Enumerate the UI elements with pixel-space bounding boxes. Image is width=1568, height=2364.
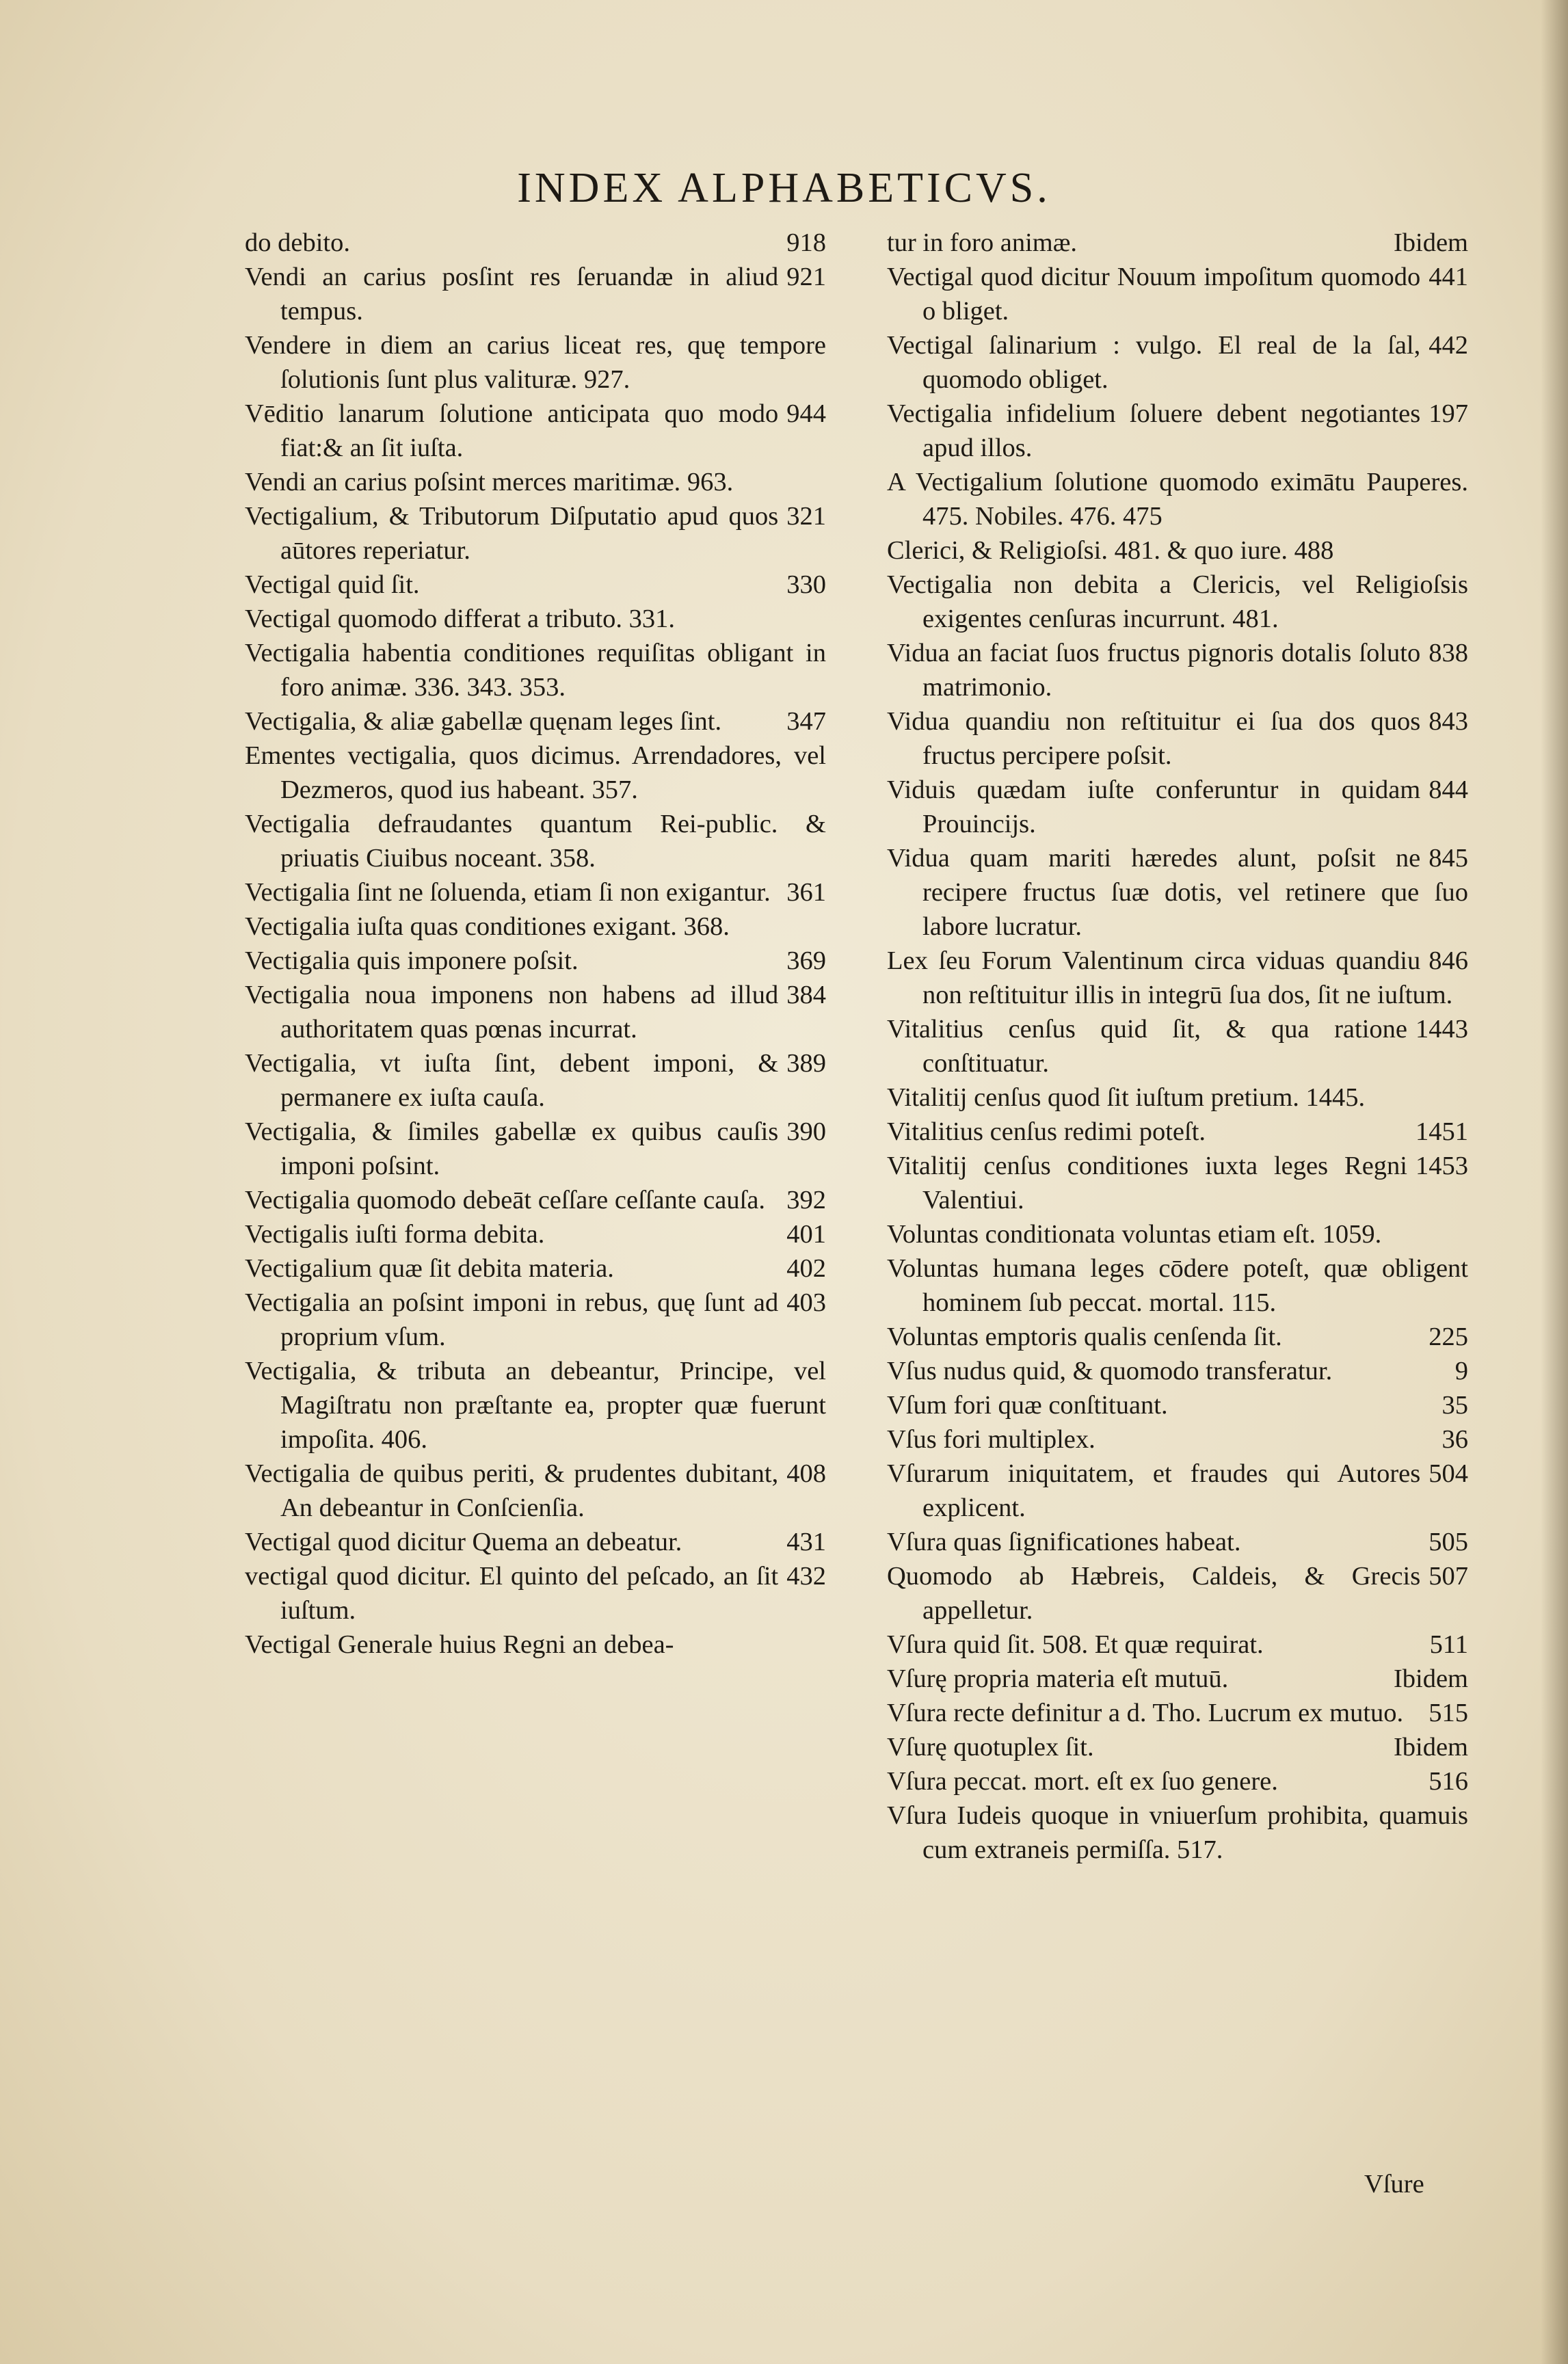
index-entry [887, 1012, 1468, 1080]
index-entry [245, 1115, 826, 1183]
entry-text: Vectigal quomodo differat a tributo. 331. [245, 605, 676, 633]
entry-text: Vectigal Generale huius Regni an debea- [245, 1630, 674, 1659]
index-entry [887, 1320, 1468, 1354]
page-number: Ibidem [1393, 228, 1468, 257]
entry-text: Voluntas humana leges cōdere poteſt, quæ obligent hominem ſub peccat. mortal. 115. [887, 1254, 1468, 1317]
index-entry [887, 397, 1468, 465]
page-number: 9 [1454, 1357, 1468, 1385]
page-number: 846 [1429, 946, 1468, 975]
page-number: 431 [786, 1528, 826, 1556]
page-number: 838 [1429, 639, 1468, 667]
page-number: 403 [786, 1288, 826, 1317]
index-entry [887, 226, 1468, 260]
page-number: 392 [786, 1186, 826, 1214]
entry-text: Vendere in diem an carius liceat res, quę tempore ſolutionis ſunt plus valituræ. 927. [245, 331, 826, 394]
entry-text: Vectigalia defraudantes quantum Rei-public. & priuatis Ciuibus noceant. 358. [245, 810, 826, 873]
entry-text: Vſurę propria materia eſt mutuū. [887, 1664, 1229, 1693]
index-entry [245, 909, 826, 944]
page-number: 390 [786, 1117, 826, 1146]
index-entry [245, 1354, 826, 1457]
entry-text: Vitalitij cenſus quod ſit iuſtum pretium. 1445. [887, 1083, 1366, 1112]
entry-text: Vſurę quotuplex ſit. [887, 1733, 1094, 1762]
index-entry [245, 397, 826, 465]
index-entry [245, 1251, 826, 1286]
entry-text: Vectigal quod dicitur Quema an debeatur. [245, 1528, 682, 1556]
page-number: 389 [786, 1049, 826, 1078]
page-number: 844 [1429, 775, 1468, 804]
index-entry [887, 1251, 1468, 1320]
index-entry [887, 1730, 1468, 1764]
entry-text: Vēditio lanarum ſolutione anticipata quo modo fiat:& an ſit iuſta. [245, 399, 779, 462]
entry-text: Vſum fori quæ conſtituant. [887, 1391, 1168, 1420]
entry-text: Vſus nudus quid, & quomodo transferatur. [887, 1357, 1333, 1385]
index-entry [245, 602, 826, 636]
index-entry [887, 1696, 1468, 1730]
index-column-right [887, 226, 1468, 1867]
page-number: 402 [786, 1254, 826, 1283]
index-entry [887, 260, 1468, 328]
entry-text: Vectigalia noua imponens non habens ad illud authoritatem quas pœnas incurrat. [245, 981, 779, 1044]
index-entry [887, 1080, 1468, 1115]
page-number: 330 [786, 570, 826, 599]
page-number: 1453 [1416, 1152, 1468, 1180]
page-number: Ibidem [1393, 1664, 1468, 1693]
page-number: 36 [1441, 1425, 1468, 1454]
page-header: INDEX ALPHABETICVS. [517, 165, 1051, 211]
entry-text: do debito. [245, 228, 350, 257]
index-entry [245, 499, 826, 568]
entry-text: Ementes vectigalia, quos dicimus. Arrendadores, vel Dezmeros, quod ius habeant. 357. [245, 741, 826, 804]
index-entry [245, 260, 826, 328]
index-entry [245, 1457, 826, 1525]
index-entry [887, 636, 1468, 704]
entry-text: Voluntas conditionata voluntas etiam eſt. 1059. [887, 1220, 1382, 1249]
entry-text: Vendi an carius posſint res ſeruandæ in aliud tempus. [245, 263, 779, 326]
entry-text: Vectigalia an poſsint imponi in rebus, quę ſunt ad proprium vſum. [245, 1288, 779, 1351]
index-entry [887, 465, 1468, 533]
entry-text: Vitalitij cenſus conditiones iuxta leges Regni Valentiui. [887, 1152, 1407, 1214]
page-number: 843 [1429, 707, 1468, 736]
index-entry [887, 568, 1468, 636]
index-entry [887, 944, 1468, 1012]
index-entry [887, 1764, 1468, 1798]
entry-text: Vectigalia ſint ne ſoluenda, etiam ſi non exigantur. [245, 878, 771, 907]
page-number: 507 [1429, 1562, 1468, 1591]
index-entry [887, 1628, 1468, 1662]
entry-text: Vectigalia iuſta quas conditiones exigant. 368. [245, 912, 730, 941]
entry-text: A Vectigalium ſolutione quomodo eximātu Pauperes. 475. Nobiles. 476. 475 [887, 468, 1468, 531]
index-entry [245, 1217, 826, 1251]
index-entry [887, 841, 1468, 944]
entry-text: Vectigalia, vt iuſta ſint, debent imponi, & permanere ex iuſta cauſa. [245, 1049, 779, 1112]
page-number: 361 [786, 878, 826, 907]
index-entry [887, 1422, 1468, 1457]
index-entry [245, 1525, 826, 1559]
page-number: 1443 [1416, 1015, 1468, 1044]
page-number: 369 [786, 946, 826, 975]
entry-text: Viduis quædam iuſte conferuntur in quidam Prouincijs. [887, 775, 1421, 838]
entry-text: Vſura recte definitur a d. Tho. Lucrum ex mutuo. [887, 1699, 1404, 1727]
entry-text: Vitalitius cenſus redimi poteſt. [887, 1117, 1206, 1146]
index-entry [245, 328, 826, 397]
page-number: 918 [786, 228, 826, 257]
page-number: 347 [786, 707, 826, 736]
entry-text: Vectigalia habentia conditiones requiſitas obligant in foro animæ. 336. 343. 353. [245, 639, 826, 702]
page-number: 442 [1429, 331, 1468, 360]
entry-text: vectigal quod dicitur. El quinto del peſcado, an ſit iuſtum. [245, 1562, 779, 1625]
page-edge-shadow [1541, 0, 1568, 2364]
index-entry [245, 226, 826, 260]
index-entry [245, 1628, 826, 1662]
entry-text: Vectigal ſalinarium : vulgo. El real de la ſal, quomodo obliget. [887, 331, 1421, 394]
entry-text: Voluntas emptoris qualis cenſenda ſit. [887, 1323, 1282, 1351]
index-entry [245, 944, 826, 978]
index-entry [887, 1149, 1468, 1217]
index-entry [245, 636, 826, 704]
page-number: Ibidem [1393, 1733, 1468, 1762]
index-entry [887, 1525, 1468, 1559]
entry-text: Vectigalium quæ ſit debita materia. [245, 1254, 614, 1283]
entry-text: Vſura peccat. mort. eſt ex ſuo genere. [887, 1767, 1278, 1796]
index-entry [245, 704, 826, 739]
index-entry [245, 875, 826, 909]
page-number: 441 [1429, 263, 1468, 291]
entry-text: Vectigal quod dicitur Nouum impoſitum quomodo o bliget. [887, 263, 1421, 326]
page-number: 408 [786, 1459, 826, 1488]
entry-text: Vectigalis iuſti forma debita. [245, 1220, 545, 1249]
index-entry [245, 807, 826, 875]
entry-text: tur in foro animæ. [887, 228, 1078, 257]
entry-text: Clerici, & Religioſsi. 481. & quo iure. 488 [887, 536, 1334, 565]
page-number: 511 [1429, 1630, 1468, 1659]
index-entry [887, 1217, 1468, 1251]
page-number: 1451 [1416, 1117, 1468, 1146]
index-entry [245, 1286, 826, 1354]
page-number: 845 [1429, 844, 1468, 873]
page-number: 504 [1429, 1459, 1468, 1488]
page-number: 197 [1429, 399, 1468, 428]
entry-text: Lex ſeu Forum Valentinum circa viduas quandiu non reſtituitur illis in integrū ſua dos, ſit ne iuſtum. [887, 946, 1453, 1009]
index-entry [887, 1559, 1468, 1628]
page-number: 516 [1429, 1767, 1468, 1796]
entry-text: Vectigalia, & aliæ gabellæ quęnam leges ſint. [245, 707, 722, 736]
index-entry [887, 1115, 1468, 1149]
index-entry [245, 568, 826, 602]
entry-text: Vſura quas ſignificationes habeat. [887, 1528, 1241, 1556]
page-number: 921 [786, 263, 826, 291]
index-entry [887, 1457, 1468, 1525]
page-number: 384 [786, 981, 826, 1009]
index-entry [887, 1388, 1468, 1422]
entry-text: Vendi an carius poſsint merces maritimæ. 963. [245, 468, 734, 496]
entry-text: Vitalitius cenſus quid ſit, & qua ratione conſtituatur. [887, 1015, 1407, 1078]
page-number: 321 [786, 502, 826, 531]
entry-text: Vectigalia, & ſimiles gabellæ ex quibus cauſis imponi poſsint. [245, 1117, 779, 1180]
entry-text: Vectigalia quomodo debeāt ceſſare ceſſante cauſa. [245, 1186, 766, 1214]
index-entry [887, 773, 1468, 841]
index-entry [887, 328, 1468, 397]
index-entry [245, 1183, 826, 1217]
entry-text: Vectigalia quis imponere poſsit. [245, 946, 579, 975]
entry-text: Vectigalia infidelium ſoluere debent negotiantes apud illos. [887, 399, 1421, 462]
page-number: 944 [786, 399, 826, 428]
index-entry [245, 739, 826, 807]
page-number: 515 [1429, 1699, 1468, 1727]
catchword: Vſure [1364, 2170, 1424, 2199]
entry-text: Vectigalia, & tributa an debeantur, Principe, vel Magiſtratu non præſtante ea, propter quæ fuerunt impoſita. 406. [245, 1357, 826, 1454]
index-entry [887, 533, 1468, 568]
entry-text: Vectigalia de quibus periti, & prudentes dubitant, An debeantur in Conſcienſia. [245, 1459, 779, 1522]
entry-text: Vectigalia non debita a Clericis, vel Religioſsis exigentes cenſuras incurrunt. 481. [887, 570, 1468, 633]
index-entry [245, 978, 826, 1046]
index-column-left [245, 226, 826, 1662]
entry-text: Vectigal quid ſit. [245, 570, 420, 599]
entry-text: Vſus fori multiplex. [887, 1425, 1095, 1454]
index-entry [887, 1354, 1468, 1388]
page-number: 401 [786, 1220, 826, 1249]
entry-text: Vidua an faciat ſuos fructus pignoris dotalis ſoluto matrimonio. [887, 639, 1421, 702]
entry-text: Vectigalium, & Tributorum Diſputatio apud quos aūtores reperiatur. [245, 502, 779, 565]
index-entry [887, 704, 1468, 773]
index-entry [245, 465, 826, 499]
entry-text: Vidua quam mariti hæredes alunt, poſsit ne recipere fructus ſuæ dotis, vel retinere que ſuo labore lucratur. [887, 844, 1468, 941]
entry-text: Vſura quid ſit. 508. Et quæ requirat. [887, 1630, 1264, 1659]
entry-text: Vſurarum iniquitatem, et fraudes qui Autores explicent. [887, 1459, 1421, 1522]
index-entry [245, 1559, 826, 1628]
entry-text: Quomodo ab Hæbreis, Caldeis, & Grecis appelletur. [887, 1562, 1421, 1625]
page-number: 35 [1441, 1391, 1468, 1420]
entry-text: Vſura Iudeis quoque in vniuerſum prohibita, quamuis cum extraneis permiſſa. 517. [887, 1801, 1468, 1864]
index-entry [887, 1662, 1468, 1696]
page-number: 432 [786, 1562, 826, 1591]
index-entry [887, 1798, 1468, 1867]
entry-text: Vidua quandiu non reſtituitur ei ſua dos quos fructus percipere poſsit. [887, 707, 1421, 770]
page-number: 505 [1429, 1528, 1468, 1556]
page-number: 225 [1429, 1323, 1468, 1351]
index-entry [245, 1046, 826, 1115]
